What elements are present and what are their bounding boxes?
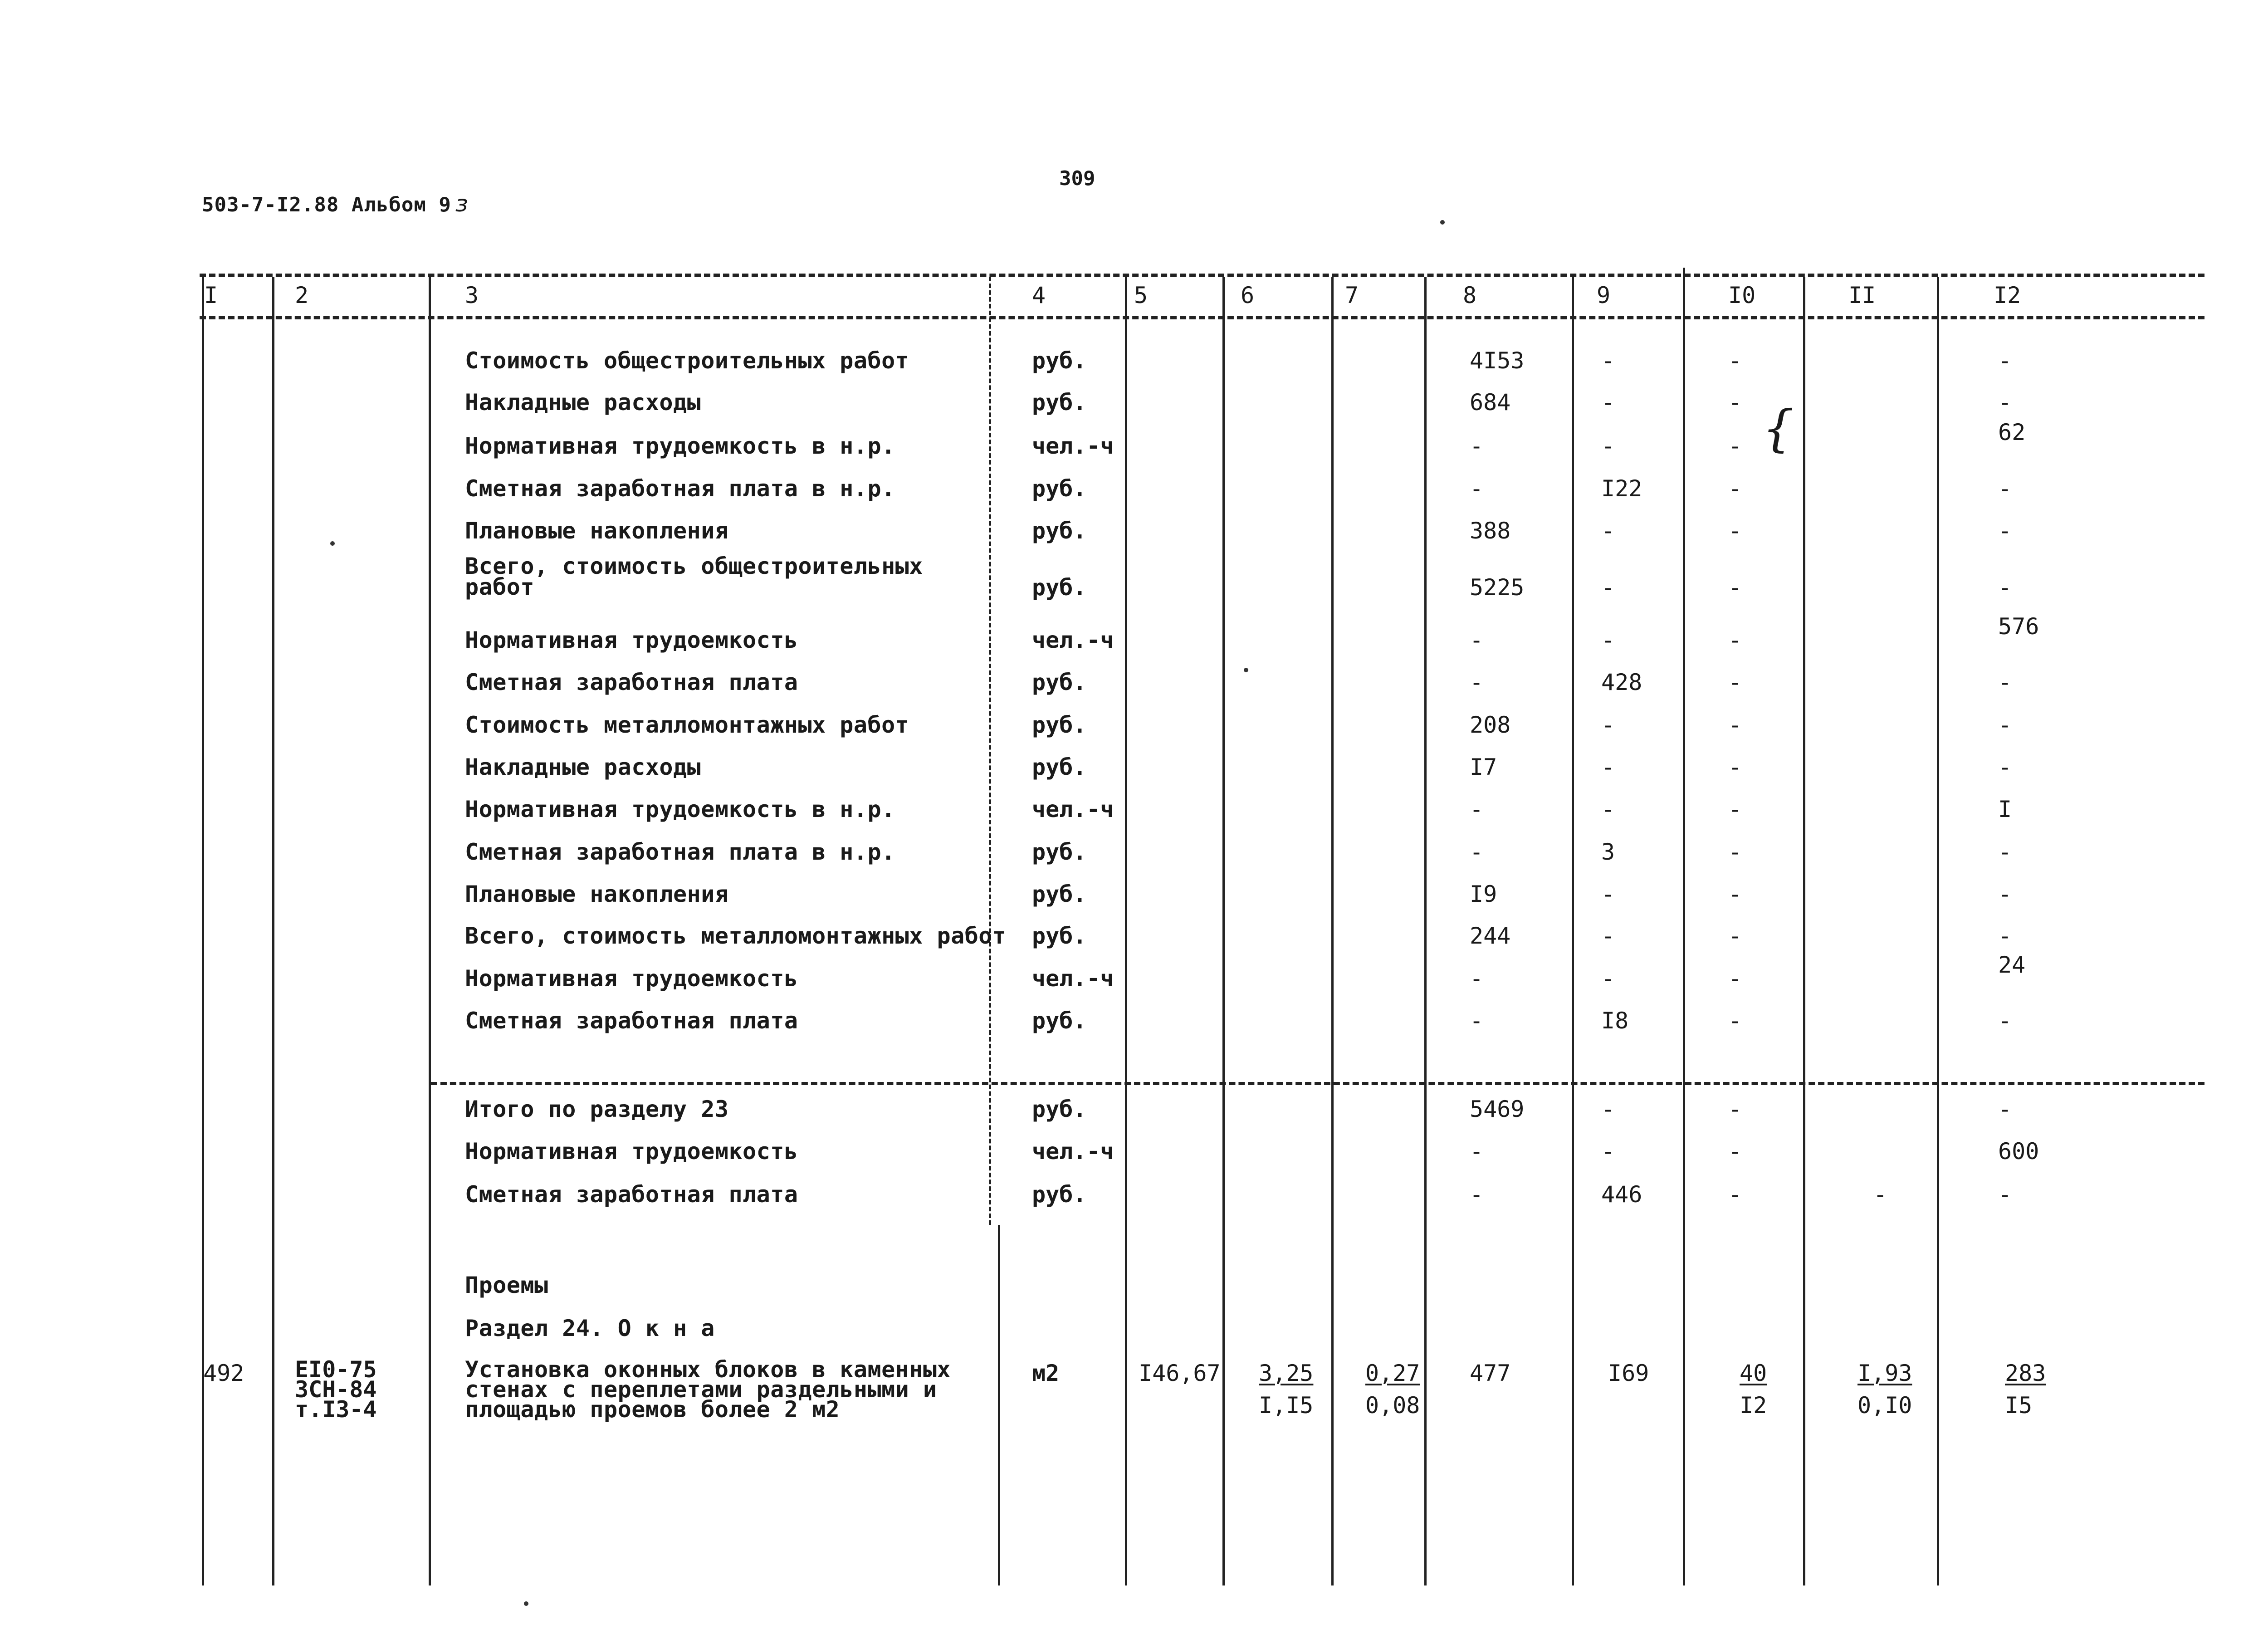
- row-c12: 600: [1998, 1138, 2039, 1165]
- item-c6-top: 3,25: [1259, 1360, 1314, 1386]
- colnum-11: II: [1848, 282, 1876, 308]
- scan-speck: [1244, 668, 1248, 672]
- item-c8: 477: [1470, 1360, 1511, 1386]
- row-c9: -: [1601, 574, 1615, 601]
- col-divider-4a: [989, 277, 991, 1225]
- row-c12: 62: [1998, 419, 2026, 445]
- row-c9: -: [1601, 965, 1615, 992]
- row-c8: 684: [1470, 389, 1511, 416]
- row-c12: I: [1998, 796, 2012, 822]
- row-description: Накладные расходы: [465, 389, 701, 416]
- row-c12: -: [1998, 1181, 2012, 1208]
- row-c8: I9: [1470, 881, 1497, 907]
- row-c9: -: [1601, 754, 1615, 780]
- row-description: Плановые накопления: [465, 518, 729, 544]
- row-c11: -: [1873, 1181, 1887, 1208]
- row-c9: -: [1601, 389, 1615, 416]
- row-c8: -: [1470, 965, 1484, 992]
- row-c8: -: [1470, 796, 1484, 822]
- row-description: Накладные расходы: [465, 754, 701, 780]
- row-c12: -: [1998, 574, 2012, 601]
- row-c8: -: [1470, 1008, 1484, 1034]
- row-c10: -: [1728, 881, 1742, 907]
- row-c8: -: [1470, 1181, 1484, 1208]
- row-description: Итого по разделу 23: [465, 1096, 729, 1122]
- row-unit: чел.-ч: [1032, 796, 1114, 822]
- row-c12: 24: [1998, 952, 2026, 978]
- row-description: Нормативная трудоемкость в н.р.: [465, 433, 895, 459]
- table-top-rule: [200, 274, 2204, 277]
- row-c10: -: [1728, 923, 1742, 949]
- row-c10: -: [1728, 389, 1742, 416]
- row-unit: чел.-ч: [1032, 627, 1114, 653]
- row-c8: 5469: [1470, 1096, 1525, 1122]
- scan-speck: [330, 541, 335, 546]
- row-c8: -: [1470, 475, 1484, 502]
- document-code: [202, 191, 469, 217]
- row-unit: руб.: [1032, 475, 1087, 502]
- row-c9: 428: [1601, 669, 1642, 695]
- row-c8: 388: [1470, 518, 1511, 544]
- row-c12: -: [1998, 754, 2012, 780]
- row-c10: -: [1728, 574, 1742, 601]
- row-c12: -: [1998, 669, 2012, 695]
- row-c9: -: [1601, 627, 1615, 653]
- row-description: Нормативная трудоемкость: [465, 1138, 798, 1165]
- page-number: 309: [1059, 167, 1095, 190]
- item-c12-bottom: I5: [2005, 1392, 2033, 1419]
- row-description: Стоимость металломонтажных работ: [465, 712, 909, 738]
- row-c12: -: [1998, 518, 2012, 544]
- handwritten-note: з: [455, 191, 469, 217]
- row-description: Сметная заработная плата: [465, 669, 798, 695]
- row-c10: -: [1728, 347, 1742, 374]
- item-position: 492: [203, 1360, 244, 1386]
- row-c9: -: [1601, 347, 1615, 374]
- row-c9: -: [1601, 881, 1615, 907]
- item-c11-bottom: 0,I0: [1857, 1392, 1912, 1419]
- col-divider-3: [429, 277, 431, 1585]
- item-c12-top: 283: [2005, 1360, 2046, 1386]
- row-unit: руб.: [1032, 574, 1087, 601]
- row-c9: -: [1601, 712, 1615, 738]
- document-code-text: 503-7-I2.88 Альбом 9: [202, 193, 451, 216]
- row-c8: 4I53: [1470, 347, 1525, 374]
- row-description: Всего, стоимость металломонтажных работ: [465, 923, 1007, 949]
- row-description: Сметная заработная плата: [465, 1008, 798, 1034]
- row-unit: руб.: [1032, 839, 1087, 865]
- row-c10: -: [1728, 518, 1742, 544]
- row-unit: руб.: [1032, 712, 1087, 738]
- row-unit: руб.: [1032, 754, 1087, 780]
- item-description: Установка оконных блоков в каменных стенах с переплетами раздельными и площадью проемов более 2 м2: [465, 1356, 951, 1423]
- row-c10: -: [1728, 627, 1742, 653]
- row-c9: -: [1601, 1096, 1615, 1122]
- row-unit: чел.-ч: [1032, 965, 1114, 992]
- section-heading: Проемы: [465, 1272, 548, 1298]
- row-c8: -: [1470, 627, 1484, 653]
- row-c10: -: [1728, 1181, 1742, 1208]
- row-c9: I8: [1601, 1008, 1629, 1034]
- col-divider-10: [1683, 268, 1685, 1585]
- colnum-8: 8: [1463, 282, 1477, 308]
- row-unit: чел.-ч: [1032, 433, 1114, 459]
- col-divider-2: [272, 277, 274, 1585]
- pencil-bracket-mark: {: [1762, 399, 1794, 457]
- row-c8: 5225: [1470, 574, 1525, 601]
- row-c8: -: [1470, 669, 1484, 695]
- colnum-9: 9: [1597, 282, 1611, 308]
- row-c12: -: [1998, 389, 2012, 416]
- row-unit: руб.: [1032, 1096, 1087, 1122]
- row-c9: 3: [1601, 839, 1615, 865]
- row-c10: -: [1728, 796, 1742, 822]
- row-unit: руб.: [1032, 1008, 1087, 1034]
- col-divider-12: [1937, 277, 1939, 1585]
- colnum-4: 4: [1032, 282, 1046, 308]
- row-c9: 446: [1601, 1181, 1642, 1208]
- row-c8: I7: [1470, 754, 1497, 780]
- item-c7-top: 0,27: [1365, 1360, 1420, 1386]
- row-c12: -: [1998, 712, 2012, 738]
- col-divider-7: [1331, 277, 1334, 1585]
- row-c9: -: [1601, 1138, 1615, 1165]
- row-c9: I22: [1601, 475, 1642, 502]
- row-unit: руб.: [1032, 669, 1087, 695]
- colnum-6: 6: [1241, 282, 1255, 308]
- row-c12: -: [1998, 923, 2012, 949]
- item-unit: м2: [1032, 1360, 1060, 1386]
- row-c12: -: [1998, 881, 2012, 907]
- row-description: Стоимость общестроительных работ: [465, 347, 909, 374]
- row-description: Нормативная трудоемкость в н.р.: [465, 796, 895, 822]
- row-description: Нормативная трудоемкость: [465, 965, 798, 992]
- row-unit: руб.: [1032, 1181, 1087, 1208]
- item-c10-bottom: I2: [1740, 1392, 1767, 1419]
- item-c7-bottom: 0,08: [1365, 1392, 1420, 1419]
- row-c10: -: [1728, 754, 1742, 780]
- row-description: Нормативная трудоемкость: [465, 627, 798, 653]
- row-c12: -: [1998, 839, 2012, 865]
- col-divider-8: [1424, 277, 1427, 1585]
- row-c12: 576: [1998, 613, 2039, 640]
- item-code: EI0-75 ЗСН-84 т.I3-4: [295, 1356, 377, 1423]
- row-description: Сметная заработная плата: [465, 1181, 798, 1208]
- row-c12: -: [1998, 1008, 2012, 1034]
- scan-speck: [524, 1601, 528, 1606]
- col-divider-4b: [998, 1225, 1000, 1585]
- row-description: Плановые накопления: [465, 881, 729, 907]
- row-c8: -: [1470, 839, 1484, 865]
- colnum-2: 2: [295, 282, 309, 308]
- row-c9: -: [1601, 433, 1615, 459]
- row-c10: -: [1728, 433, 1742, 459]
- row-c9: -: [1601, 796, 1615, 822]
- row-c8: 208: [1470, 712, 1511, 738]
- row-unit: чел.-ч: [1032, 1138, 1114, 1165]
- row-c10: -: [1728, 712, 1742, 738]
- scan-speck: [1440, 220, 1445, 225]
- col-divider-1: [202, 277, 204, 1585]
- row-c8: 244: [1470, 923, 1511, 949]
- row-c10: -: [1728, 669, 1742, 695]
- item-c9: I69: [1608, 1360, 1649, 1386]
- colnum-3: 3: [465, 282, 479, 308]
- row-c10: -: [1728, 1008, 1742, 1034]
- row-c9: -: [1601, 518, 1615, 544]
- item-quantity: I46,67: [1139, 1360, 1221, 1386]
- colnum-12: I2: [1994, 282, 2021, 308]
- row-unit: руб.: [1032, 923, 1087, 949]
- col-divider-5: [1125, 277, 1127, 1585]
- row-description: Всего, стоимость общестроительных работ: [465, 553, 923, 600]
- row-unit: руб.: [1032, 518, 1087, 544]
- colnum-5: 5: [1134, 282, 1148, 308]
- row-description: Сметная заработная плата в н.р.: [465, 475, 895, 502]
- row-description: Сметная заработная плата в н.р.: [465, 839, 895, 865]
- header-bottom-rule: [200, 316, 2204, 319]
- row-c10: -: [1728, 1096, 1742, 1122]
- row-unit: руб.: [1032, 347, 1087, 374]
- row-c10: -: [1728, 839, 1742, 865]
- row-c10: -: [1728, 475, 1742, 502]
- colnum-10: I0: [1728, 282, 1756, 308]
- row-c12: -: [1998, 347, 2012, 374]
- colnum-7: 7: [1345, 282, 1359, 308]
- row-c12: -: [1998, 475, 2012, 502]
- row-c8: -: [1470, 433, 1484, 459]
- row-c12: -: [1998, 1096, 2012, 1122]
- item-c11-top: I,93: [1857, 1360, 1912, 1386]
- col-divider-11: [1803, 277, 1805, 1585]
- row-c10: -: [1728, 1138, 1742, 1165]
- row-unit: руб.: [1032, 389, 1087, 416]
- col-divider-9: [1572, 277, 1574, 1585]
- row-c10: -: [1728, 965, 1742, 992]
- item-c10-top: 40: [1740, 1360, 1767, 1386]
- col-divider-6: [1222, 277, 1225, 1585]
- colnum-1: I: [204, 282, 218, 308]
- section-title: Раздел 24. О к н а: [465, 1315, 715, 1341]
- row-c9: -: [1601, 923, 1615, 949]
- item-c6-bottom: I,I5: [1259, 1392, 1314, 1419]
- row-unit: руб.: [1032, 881, 1087, 907]
- row-c8: -: [1470, 1138, 1484, 1165]
